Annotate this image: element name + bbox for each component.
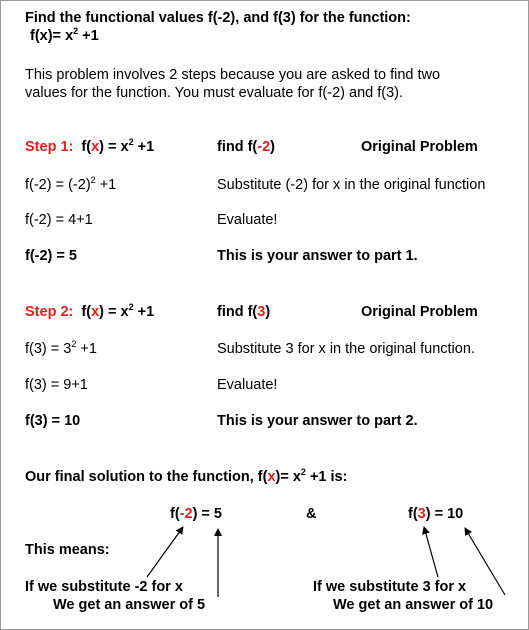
final-left-line-2: We get an answer of 5 <box>53 597 206 613</box>
step1-sub-post: +1 <box>95 177 117 193</box>
step1-original-label: Original Problem <box>361 139 478 155</box>
function-var: x <box>65 28 74 44</box>
step2-sub-exponent: 2 <box>71 339 77 349</box>
final-left-line-1: If we substitute -2 for x <box>25 579 183 595</box>
step1-rest: +1 <box>133 139 155 155</box>
step2-rest: +1 <box>133 304 155 320</box>
final-sentence-pre: Our final solution to the function, f( <box>25 469 268 485</box>
step1-sub-pre: f(-2) = (-2) <box>25 177 91 193</box>
step2-sub-pre: f(3) = 3 <box>25 341 72 357</box>
step2-evaluate-expr: f(3) = 9+1 <box>25 377 88 393</box>
intro-line-1: This problem involves 2 steps because you are asked to find two <box>25 67 441 83</box>
step2-f-open: f( <box>81 304 92 320</box>
problem-title-text: Find the functional values f(-2), and f(3) for the function: <box>25 10 411 26</box>
step1-substitute-desc: Substitute (-2) for x in the original function <box>217 177 486 193</box>
step2-answer-desc: This is your answer to part 2. <box>217 413 418 429</box>
step2-label: Step 2: <box>25 304 74 320</box>
arrow-left-to-input <box>147 527 183 577</box>
final-sentence-post: +1 is: <box>305 469 348 485</box>
final-sentence-mid: )= x <box>275 469 301 485</box>
step2-exponent: 2 <box>128 302 134 312</box>
step1-x: x <box>91 139 100 155</box>
final-sentence-exponent: 2 <box>300 467 306 477</box>
final-result-1-post: ) = 5 <box>192 506 222 522</box>
step1-find-value: -2 <box>257 139 271 155</box>
step1-exponent: 2 <box>128 137 134 147</box>
final-right-line-2: We get an answer of 10 <box>333 597 494 613</box>
step1-f-close: ) = x <box>99 139 129 155</box>
step1-evaluate-desc: Evaluate! <box>217 212 278 228</box>
step1-label: Step 1: <box>25 139 74 155</box>
step1-evaluate-expr: f(-2) = 4+1 <box>25 212 93 228</box>
step2-find-post: ) <box>265 304 271 320</box>
step2-answer-expr: f(3) = 10 <box>25 413 81 429</box>
final-result-2-value: 3 <box>417 506 426 522</box>
step2-x: x <box>91 304 100 320</box>
step2-f-close: ) = x <box>99 304 129 320</box>
step2-sub-post: +1 <box>76 341 97 357</box>
function-exponent: 2 <box>73 26 79 36</box>
step2-find-pre: find f( <box>217 304 258 320</box>
arrow-right-to-input <box>424 527 438 577</box>
step1-answer-desc: This is your answer to part 1. <box>217 248 418 264</box>
function-lhs: f(x)= <box>30 28 62 44</box>
step2-find-value: 3 <box>257 304 266 320</box>
final-result-1-pre: f( <box>170 506 180 522</box>
final-result-2-post: ) = 10 <box>425 506 464 522</box>
step2-evaluate-desc: Evaluate! <box>217 377 278 393</box>
step1-f-open: f( <box>81 139 92 155</box>
step1-answer-expr: f(-2) = 5 <box>25 248 77 264</box>
final-sentence-x: x <box>267 469 276 485</box>
step1-find-post: ) <box>270 139 276 155</box>
function-rest: +1 <box>78 28 99 44</box>
final-result-2-pre: f( <box>408 506 418 522</box>
step2-original-label: Original Problem <box>361 304 478 320</box>
arrow-right-to-output <box>465 528 505 595</box>
step1-sub-exponent: 2 <box>90 175 96 185</box>
final-means-label: This means: <box>25 542 110 558</box>
final-right-line-1: If we substitute 3 for x <box>313 579 467 595</box>
final-result-1-value: -2 <box>179 506 193 522</box>
intro-line-2: values for the function. You must evaluate for f(-2) and f(3). <box>25 85 404 101</box>
final-ampersand: & <box>306 506 317 522</box>
step2-substitute-desc: Substitute 3 for x in the original function. <box>217 341 475 357</box>
step1-find-pre: find f( <box>217 139 258 155</box>
